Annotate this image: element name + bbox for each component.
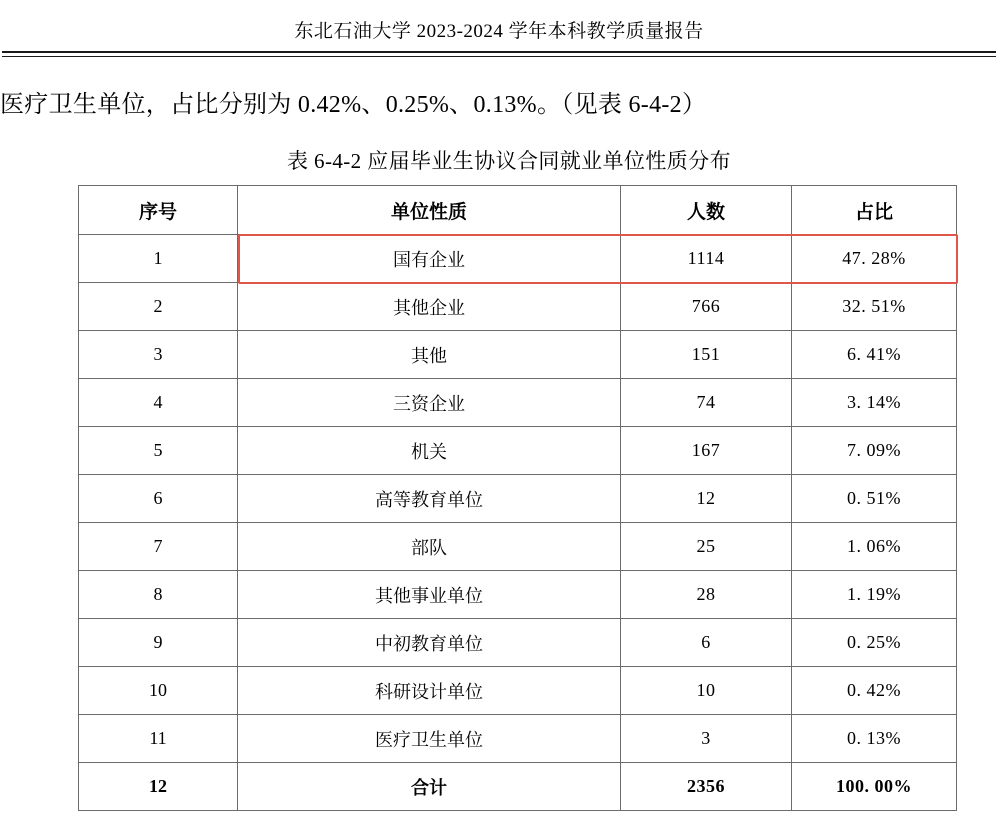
row-index: 3 <box>79 331 238 379</box>
row-index: 11 <box>79 715 238 763</box>
row-count: 2356 <box>621 763 792 811</box>
row-count: 12 <box>621 475 792 523</box>
table-row <box>79 571 957 619</box>
row-count: 6 <box>621 619 792 667</box>
row-unit-type: 其他 <box>238 331 621 379</box>
row-percentage: 100. 00% <box>792 763 957 811</box>
row-count: 151 <box>621 331 792 379</box>
row-percentage: 47. 28% <box>792 235 957 283</box>
table-caption: 表 6-4-2 应届毕业生协议合同就业单位性质分布 <box>287 149 731 173</box>
table-row <box>79 475 957 523</box>
row-count: 1114 <box>621 235 792 283</box>
row-percentage: 1. 19% <box>792 571 957 619</box>
table-row <box>79 523 957 571</box>
row-unit-type: 高等教育单位 <box>238 475 621 523</box>
row-percentage: 7. 09% <box>792 427 957 475</box>
row-percentage: 3. 14% <box>792 379 957 427</box>
table-row <box>79 283 957 331</box>
table-row <box>79 427 957 475</box>
table-row <box>79 619 957 667</box>
row-index: 2 <box>79 283 238 331</box>
row-count: 167 <box>621 427 792 475</box>
row-index: 9 <box>79 619 238 667</box>
row-index: 7 <box>79 523 238 571</box>
row-unit-type: 三资企业 <box>238 379 621 427</box>
table-container <box>0 185 998 811</box>
row-percentage: 0. 25% <box>792 619 957 667</box>
row-percentage: 0. 13% <box>792 715 957 763</box>
row-count: 10 <box>621 667 792 715</box>
column-header-count: 人数 <box>621 186 792 235</box>
row-percentage: 6. 41% <box>792 331 957 379</box>
row-percentage: 0. 51% <box>792 475 957 523</box>
row-count: 3 <box>621 715 792 763</box>
row-index: 4 <box>79 379 238 427</box>
table-header-row-group <box>79 186 957 235</box>
row-index: 6 <box>79 475 238 523</box>
row-unit-type: 合计 <box>238 763 621 811</box>
table-row <box>79 715 957 763</box>
row-count: 766 <box>621 283 792 331</box>
row-unit-type: 部队 <box>238 523 621 571</box>
table-row <box>79 379 957 427</box>
row-unit-type: 机关 <box>238 427 621 475</box>
row-count: 74 <box>621 379 792 427</box>
row-unit-type: 其他企业 <box>238 283 621 331</box>
row-index: 5 <box>79 427 238 475</box>
row-percentage: 32. 51% <box>792 283 957 331</box>
page-header <box>0 0 998 57</box>
row-index: 12 <box>79 763 238 811</box>
column-header-index: 序号 <box>79 186 238 235</box>
header-rule-thick <box>2 51 996 53</box>
body-paragraph: 医疗卫生单位，占比分别为 0.42%、0.25%、0.13%。（见表 6-4-2） <box>0 92 707 118</box>
row-unit-type: 其他事业单位 <box>238 571 621 619</box>
row-count: 28 <box>621 571 792 619</box>
table-body <box>79 235 957 811</box>
row-percentage: 1. 06% <box>792 523 957 571</box>
row-index: 1 <box>79 235 238 283</box>
table-row <box>79 667 957 715</box>
column-header-percentage: 占比 <box>792 186 957 235</box>
row-unit-type: 中初教育单位 <box>238 619 621 667</box>
row-percentage: 0. 42% <box>792 667 957 715</box>
row-index: 10 <box>79 667 238 715</box>
row-unit-type: 医疗卫生单位 <box>238 715 621 763</box>
row-unit-type: 国有企业 <box>238 235 621 283</box>
row-index: 8 <box>79 571 238 619</box>
employment-unit-table <box>78 185 957 811</box>
table-row <box>79 235 957 283</box>
row-unit-type: 科研设计单位 <box>238 667 621 715</box>
row-count: 25 <box>621 523 792 571</box>
column-header-unit-type: 单位性质 <box>238 186 621 235</box>
table-row <box>79 331 957 379</box>
table-row <box>79 763 957 811</box>
table-header-row <box>79 186 957 235</box>
running-title: 东北石油大学 2023-2024 学年本科教学质量报告 <box>294 21 704 42</box>
